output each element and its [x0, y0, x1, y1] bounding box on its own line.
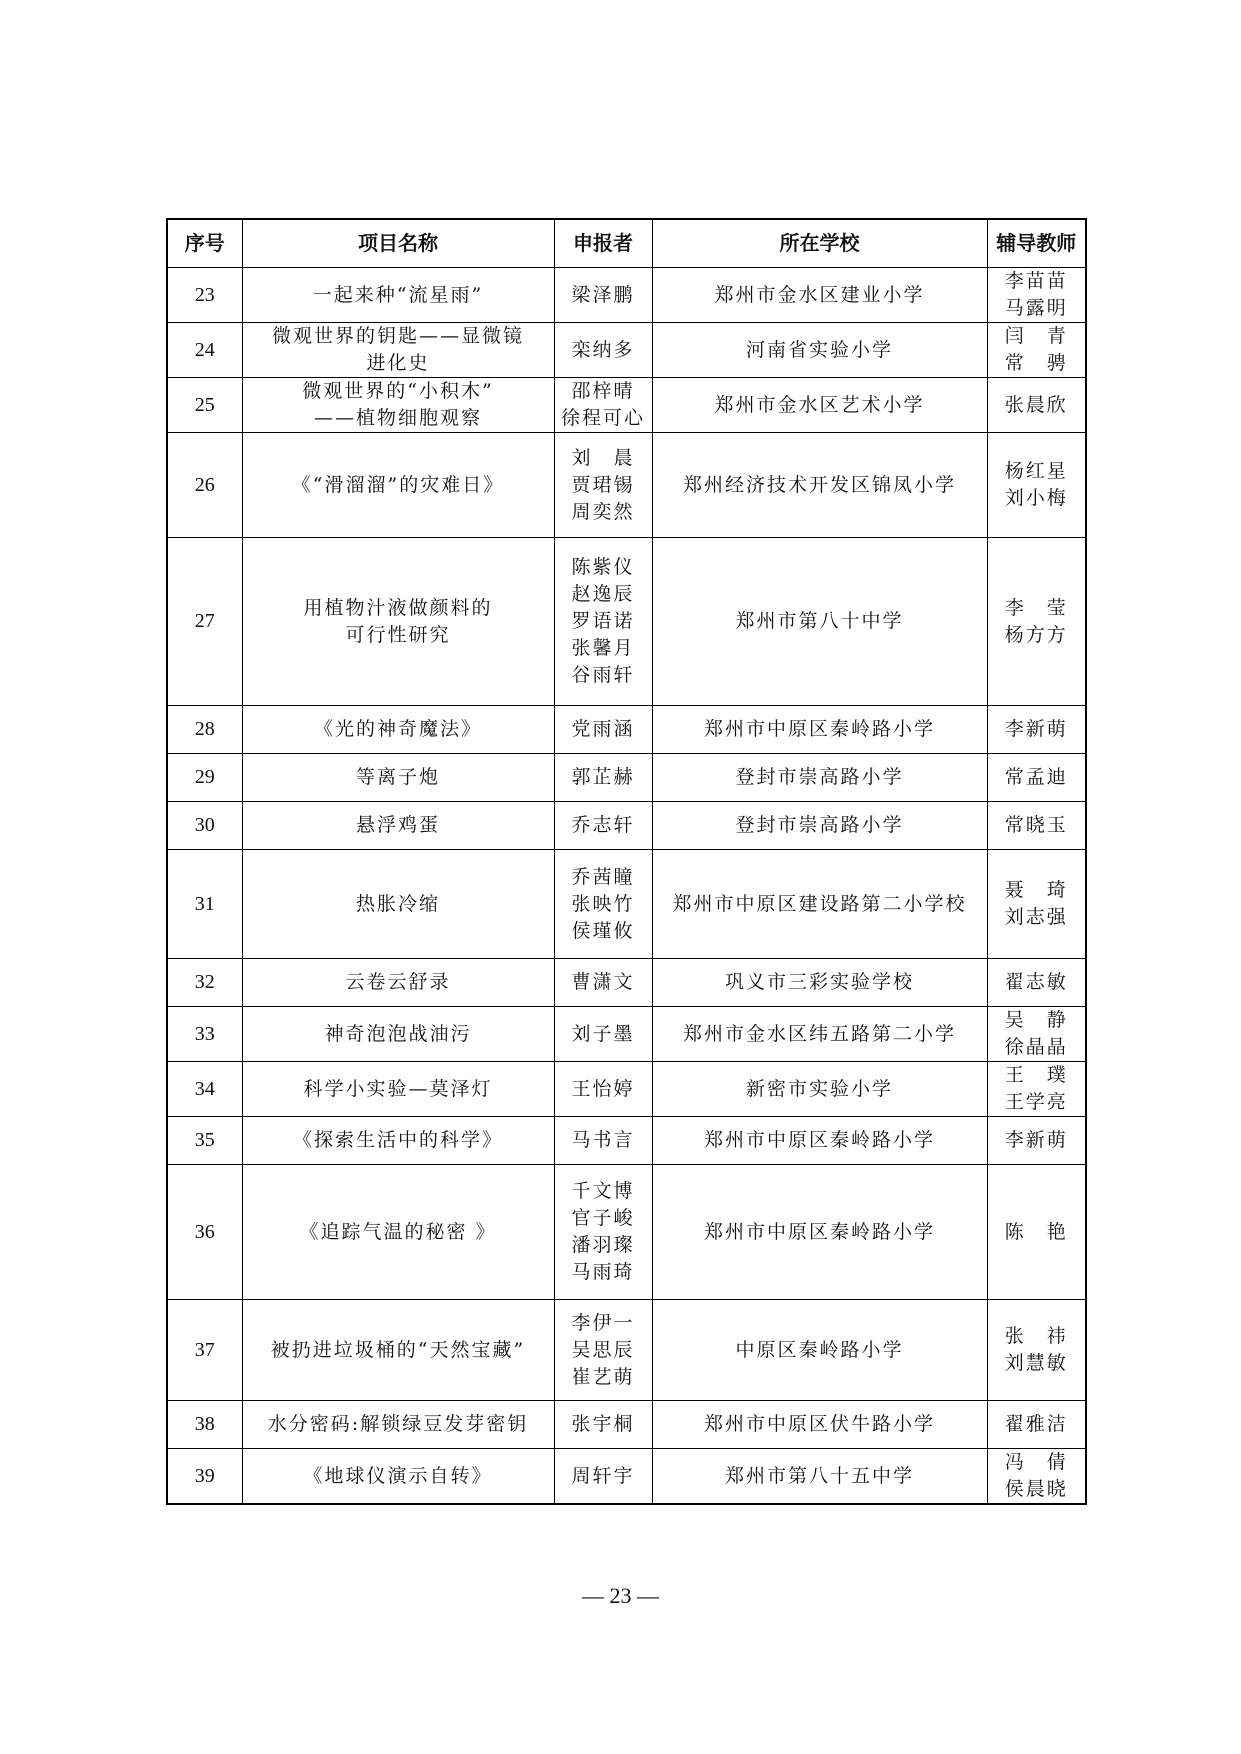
cell-serial: 27 [167, 538, 242, 706]
cell-project-line: 微观世界的钥匙——显微镜 [271, 325, 524, 347]
cell-applicants [554, 323, 652, 378]
table-row [167, 802, 1086, 850]
cell-project-line: 可行性研究 [345, 623, 451, 646]
cell-teachers-line: 闫 青 [1004, 325, 1068, 347]
cell-teachers [987, 268, 1086, 323]
cell-teachers [987, 850, 1086, 959]
table-row [167, 1117, 1086, 1165]
cell-teachers-line: 王学亮 [1004, 1091, 1068, 1113]
table-row [167, 323, 1086, 378]
cell-project [242, 1117, 554, 1165]
cell-serial: 34 [167, 1062, 242, 1117]
cell-applicants [554, 1401, 652, 1449]
cell-applicants-line: 张馨月 [571, 637, 635, 659]
cell-serial: 33 [167, 1007, 242, 1062]
cell-applicants [554, 1117, 652, 1165]
cell-teachers-line: 张 祎 [1004, 1325, 1068, 1347]
cell-teachers-line: 刘小梅 [1004, 487, 1068, 509]
cell-school: 郑州市中原区伏牛路小学 [652, 1401, 987, 1449]
cell-teachers [987, 1007, 1086, 1062]
table-row [167, 268, 1086, 323]
cell-teachers [987, 1062, 1086, 1117]
cell-project [242, 1449, 554, 1505]
table-row [167, 1401, 1086, 1449]
cell-teachers-line: 张晨欣 [1004, 393, 1068, 416]
cell-serial: 23 [167, 268, 242, 323]
cell-teachers-line: 常晓玉 [1004, 814, 1068, 836]
table-row [167, 538, 1086, 706]
cell-serial: 24 [167, 323, 242, 378]
cell-teachers [987, 1165, 1086, 1300]
cell-teachers-line: 翟志敏 [1004, 971, 1068, 993]
cell-school: 郑州市金水区建业小学 [652, 268, 987, 323]
cell-applicants-line: 千文博 [571, 1180, 635, 1202]
table-row [167, 1449, 1086, 1505]
cell-teachers-line: 常孟迪 [1004, 766, 1068, 788]
cell-project [242, 850, 554, 959]
cell-teachers [987, 802, 1086, 850]
cell-teachers [987, 1117, 1086, 1165]
cell-serial: 37 [167, 1300, 242, 1401]
cell-teachers [987, 433, 1086, 538]
cell-applicants [554, 433, 652, 538]
cell-teachers-line: 常 骋 [1004, 352, 1068, 374]
cell-project-line: 被扔进垃圾桶的“天然宝藏” [270, 1338, 526, 1361]
cell-applicants [554, 959, 652, 1007]
cell-applicants-line: 赵逸辰 [571, 583, 635, 605]
cell-applicants-line: 邵梓晴 [571, 380, 635, 402]
cell-project-line: 《地球仪演示自转》 [303, 1464, 493, 1487]
cell-applicants-line: 王怡婷 [571, 1077, 635, 1100]
cell-applicants [554, 1300, 652, 1401]
cell-project-line: 《“滑溜溜”的灾难日》 [291, 473, 505, 496]
cell-school: 登封市崇高路小学 [652, 802, 987, 850]
cell-applicants-line: 曹潇文 [571, 971, 635, 993]
cell-project-line: 进化史 [366, 352, 430, 374]
cell-applicants-line: 陈紫仪 [571, 556, 635, 578]
cell-applicants-line: 刘 晨 [571, 446, 635, 469]
cell-teachers [987, 1300, 1086, 1401]
cell-teachers-line: 刘志强 [1004, 906, 1068, 928]
header-teacher: 辅导教师 [987, 219, 1086, 268]
cell-project-line: 《探索生活中的科学》 [292, 1129, 503, 1151]
table-row [167, 850, 1086, 959]
cell-project-line: 等离子炮 [355, 766, 440, 788]
cell-teachers-line: 马露明 [1004, 297, 1068, 319]
table-row [167, 1300, 1086, 1401]
cell-applicants-line: 梁泽鹏 [571, 283, 635, 306]
cell-teachers [987, 959, 1086, 1007]
cell-applicants-line: 栾纳多 [571, 338, 635, 361]
cell-project-line: 用植物汁液做颜料的 [303, 596, 493, 619]
cell-applicants [554, 1007, 652, 1062]
cell-school: 郑州市中原区建设路第二小学校 [652, 850, 987, 959]
cell-applicants [554, 850, 652, 959]
cell-applicants-line: 吴思辰 [571, 1338, 635, 1361]
cell-applicants-line: 崔艺萌 [571, 1365, 635, 1388]
cell-project [242, 268, 554, 323]
table-row [167, 959, 1086, 1007]
cell-school: 中原区秦岭路小学 [652, 1300, 987, 1401]
cell-project-line: 悬浮鸡蛋 [355, 814, 440, 836]
cell-applicants [554, 802, 652, 850]
cell-project [242, 538, 554, 706]
cell-teachers-line: 李新萌 [1004, 1129, 1068, 1151]
cell-project-line: 《光的神奇魔法》 [313, 718, 482, 740]
cell-applicants-line: 郭芷赫 [571, 766, 635, 788]
page-number: — 23 — [582, 1583, 659, 1608]
cell-project [242, 1007, 554, 1062]
project-table [166, 218, 1087, 1505]
cell-school: 郑州经济技术开发区锦凤小学 [652, 433, 987, 538]
cell-applicants-line: 李伊一 [571, 1311, 635, 1334]
header-serial: 序号 [167, 219, 242, 268]
cell-serial: 30 [167, 802, 242, 850]
cell-school: 巩义市三彩实验学校 [652, 959, 987, 1007]
cell-teachers-line: 刘慧敏 [1004, 1352, 1068, 1374]
cell-serial: 39 [167, 1449, 242, 1505]
cell-teachers-line: 王 璞 [1004, 1064, 1068, 1086]
cell-applicants-line: 官子峻 [571, 1207, 635, 1229]
cell-applicants [554, 1165, 652, 1300]
table-row [167, 433, 1086, 538]
cell-teachers [987, 1449, 1086, 1505]
cell-applicants-line: 周轩宇 [571, 1464, 635, 1487]
cell-serial: 38 [167, 1401, 242, 1449]
cell-project [242, 1401, 554, 1449]
cell-applicants-line: 乔茜瞳 [571, 865, 635, 888]
cell-applicants [554, 1062, 652, 1117]
cell-applicants [554, 1449, 652, 1505]
table-row [167, 706, 1086, 754]
cell-project [242, 959, 554, 1007]
cell-teachers-line: 杨方方 [1004, 623, 1068, 646]
cell-applicants-line: 潘羽璨 [571, 1234, 635, 1256]
cell-applicants [554, 706, 652, 754]
cell-teachers [987, 378, 1086, 433]
cell-serial: 32 [167, 959, 242, 1007]
cell-teachers [987, 538, 1086, 706]
cell-teachers-line: 李苗苗 [1004, 270, 1068, 292]
cell-teachers-line: 徐晶晶 [1004, 1036, 1068, 1058]
cell-serial: 26 [167, 433, 242, 538]
table-body [167, 268, 1086, 1505]
cell-project [242, 378, 554, 433]
cell-school: 新密市实验小学 [652, 1062, 987, 1117]
cell-school: 郑州市第八十中学 [652, 538, 987, 706]
cell-serial: 36 [167, 1165, 242, 1300]
cell-teachers-line: 侯晨晓 [1004, 1478, 1068, 1500]
cell-teachers-line: 李 莹 [1004, 596, 1068, 619]
cell-applicants-line: 张宇桐 [571, 1413, 635, 1435]
cell-project-line: 微观世界的“小积木” [302, 380, 494, 402]
cell-serial: 31 [167, 850, 242, 959]
table-row [167, 1062, 1086, 1117]
cell-project [242, 433, 554, 538]
table-row [167, 1165, 1086, 1300]
cell-applicants-line: 罗语诺 [571, 610, 635, 632]
cell-teachers-line: 翟雅洁 [1004, 1413, 1068, 1435]
cell-applicants-line: 贾珺锡 [571, 473, 635, 496]
cell-school: 河南省实验小学 [652, 323, 987, 378]
cell-project [242, 1165, 554, 1300]
cell-school: 登封市崇高路小学 [652, 754, 987, 802]
cell-applicants-line: 乔志轩 [571, 814, 635, 836]
table-row [167, 378, 1086, 433]
cell-project-line: 一起来种“流星雨” [312, 283, 484, 306]
cell-teachers [987, 754, 1086, 802]
cell-applicants-line: 党雨涵 [571, 718, 635, 740]
cell-applicants-line: 徐程可心 [560, 407, 645, 429]
cell-applicants [554, 754, 652, 802]
cell-project [242, 1062, 554, 1117]
cell-serial: 28 [167, 706, 242, 754]
cell-teachers-line: 冯 倩 [1004, 1451, 1068, 1473]
cell-teachers [987, 323, 1086, 378]
table-row [167, 1007, 1086, 1062]
cell-project-line: ——植物细胞观察 [313, 407, 482, 429]
cell-applicants [554, 378, 652, 433]
cell-teachers-line: 吴 静 [1004, 1009, 1068, 1031]
cell-teachers-line: 陈 艳 [1004, 1220, 1068, 1243]
cell-teachers-line: 李新萌 [1004, 718, 1068, 740]
header-project: 项目名称 [242, 219, 554, 268]
cell-project [242, 754, 554, 802]
cell-project-line: 水分密码:解锁绿豆发芽密钥 [267, 1413, 529, 1435]
cell-teachers [987, 1401, 1086, 1449]
cell-applicants-line: 马雨琦 [571, 1261, 635, 1283]
cell-applicants-line: 刘子墨 [571, 1022, 635, 1045]
cell-school: 郑州市中原区秦岭路小学 [652, 706, 987, 754]
header-school: 所在学校 [652, 219, 987, 268]
cell-project [242, 706, 554, 754]
cell-project-line: 科学小实验—莫泽灯 [303, 1077, 493, 1100]
cell-teachers [987, 706, 1086, 754]
cell-school: 郑州市金水区纬五路第二小学 [652, 1007, 987, 1062]
cell-school: 郑州市金水区艺术小学 [652, 378, 987, 433]
cell-applicants-line: 马书言 [571, 1129, 635, 1151]
cell-teachers-line: 聂 琦 [1004, 879, 1068, 901]
cell-applicants [554, 268, 652, 323]
table-row [167, 754, 1086, 802]
cell-project [242, 323, 554, 378]
cell-school: 郑州市中原区秦岭路小学 [652, 1117, 987, 1165]
cell-project [242, 1300, 554, 1401]
cell-applicants-line: 侯瑾攸 [571, 919, 635, 942]
cell-project-line: 《追踪气温的秘密 》 [299, 1220, 497, 1243]
cell-applicants-line: 谷雨轩 [571, 664, 635, 686]
cell-project [242, 802, 554, 850]
cell-project-line: 热胀冷缩 [355, 892, 440, 915]
header-applicant: 申报者 [554, 219, 652, 268]
cell-project-line: 神奇泡泡战油污 [324, 1022, 472, 1045]
cell-applicants-line: 张映竹 [571, 892, 635, 915]
cell-serial: 35 [167, 1117, 242, 1165]
cell-project-line: 云卷云舒录 [345, 971, 451, 993]
cell-school: 郑州市第八十五中学 [652, 1449, 987, 1505]
cell-teachers-line: 杨红星 [1004, 460, 1068, 482]
cell-applicants [554, 538, 652, 706]
cell-applicants-line: 周奕然 [571, 500, 635, 523]
cell-serial: 29 [167, 754, 242, 802]
header-row [167, 219, 1086, 268]
cell-serial: 25 [167, 378, 242, 433]
cell-school: 郑州市中原区秦岭路小学 [652, 1165, 987, 1300]
